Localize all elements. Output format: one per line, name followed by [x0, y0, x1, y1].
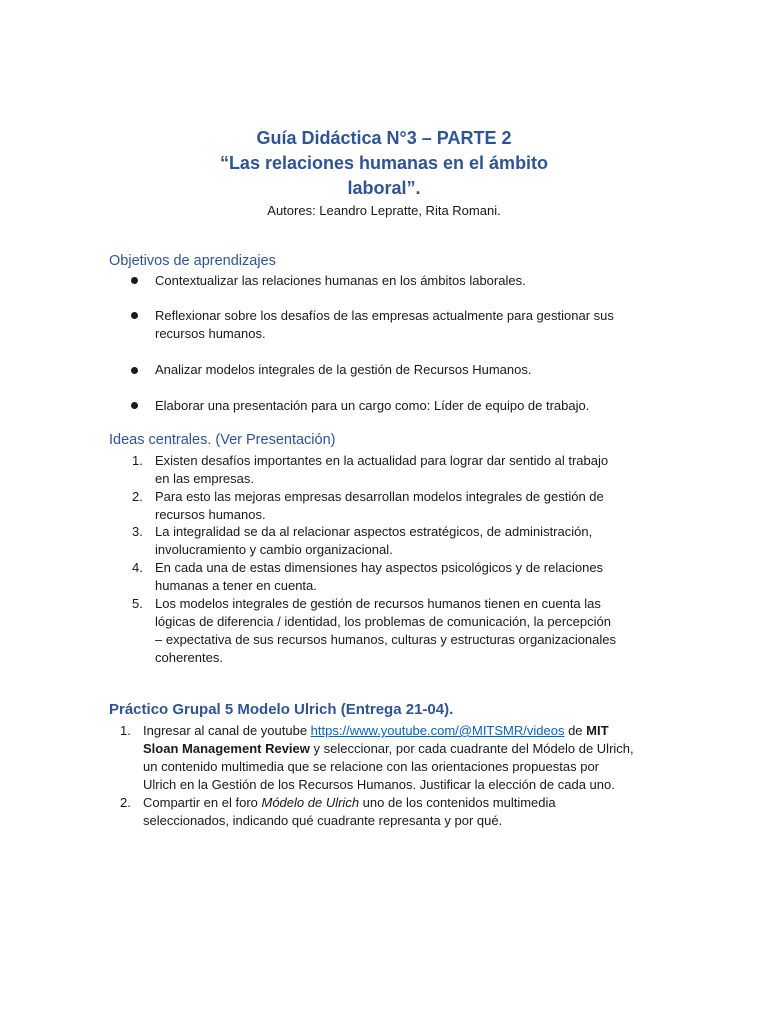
- bullet-icon: [131, 402, 138, 409]
- title-line-2: “Las relaciones humanas en el ámbito: [219, 153, 549, 173]
- objective-text: Contextualizar las relaciones humanas en los ámbitos laborales.: [155, 273, 526, 288]
- practice-text: de: [564, 723, 587, 738]
- idea-text: lógicas de diferencia / identidad, los problemas de comunicación, la percepción: [155, 614, 611, 629]
- idea-text: involucramiento y cambio organizacional.: [155, 542, 393, 557]
- list-number: 1.: [132, 453, 143, 468]
- idea-text: Existen desafíos importantes en la actualidad para lograr dar sentido al trabajo: [155, 453, 609, 468]
- mit-label: MIT: [586, 723, 609, 738]
- objective-text: Analizar modelos integrales de la gestión de Recursos Humanos.: [155, 362, 532, 377]
- idea-text: humanas a tener en cuenta.: [155, 578, 317, 593]
- practice-text: Ingresar al canal de youtube: [143, 723, 311, 738]
- objective-text: Elaborar una presentación para un cargo como: Líder de equipo de trabajo.: [155, 398, 590, 413]
- bullet-icon: [131, 312, 138, 319]
- list-number: 5.: [132, 596, 143, 611]
- list-number: 2.: [132, 489, 143, 504]
- practice-text-line: [143, 794, 556, 812]
- practice-text: seleccionados, indicando qué cuadrante represanta y por qué.: [143, 813, 503, 828]
- practice-text-line: [143, 722, 609, 740]
- practice-text: Compartir en el foro: [143, 795, 262, 810]
- practice-text: y seleccionar, por cada cuadrante del Módelo de Ulrich,: [309, 741, 634, 756]
- practice-text: un contenido multimedia que se relacione con las orientaciones propuestas por: [143, 759, 600, 774]
- title-block: [0, 126, 768, 220]
- idea-text: coherentes.: [155, 650, 223, 665]
- forum-name: Módelo de Ulrich: [261, 795, 360, 810]
- title-line-1: Guía Didáctica N°3 – PARTE 2: [256, 128, 512, 148]
- objective-text: Reflexionar sobre los desafíos de las empresas actualmente para gestionar sus: [155, 308, 614, 323]
- idea-text: Los modelos integrales de gestión de recursos humanos tienen en cuenta las: [155, 596, 601, 611]
- practice-text-line: [143, 740, 634, 758]
- authors: Autores: Leandro Lepratte, Rita Romani.: [267, 203, 501, 218]
- list-number: 4.: [132, 560, 143, 575]
- idea-text: En cada una de estas dimensiones hay aspectos psicológicos y de relaciones: [155, 560, 604, 575]
- title-line-3: laboral”.: [347, 178, 421, 198]
- objective-text: recursos humanos.: [155, 326, 266, 341]
- list-number: 3.: [132, 524, 143, 539]
- list-number: 1.: [120, 723, 131, 738]
- practice-text: Ulrich en la Gestión de los Recursos Humanos. Justificar la elección de cada uno.: [143, 777, 615, 792]
- practice-text: uno de los contenidos multimedia: [359, 795, 556, 810]
- idea-text: recursos humanos.: [155, 507, 266, 522]
- sloan-label: Sloan Management Review: [143, 741, 310, 756]
- idea-text: Para esto las mejoras empresas desarrollan modelos integrales de gestión de: [155, 489, 604, 504]
- practice-heading: Práctico Grupal 5 Modelo Ulrich (Entrega 21-04).: [109, 701, 454, 718]
- idea-text: La integralidad se da al relacionar aspectos estratégicos, de administración,: [155, 524, 593, 539]
- bullet-icon: [131, 367, 138, 374]
- objectives-heading: Objetivos de aprendizajes: [109, 253, 276, 269]
- idea-text: en las empresas.: [155, 471, 254, 486]
- youtube-channel-link[interactable]: https://www.youtube.com/@MITSMR/videos: [310, 723, 565, 738]
- ideas-heading: Ideas centrales. (Ver Presentación): [109, 432, 336, 448]
- idea-text: – expectativa de sus recursos humanos, culturas y estructuras organizacionales: [155, 632, 617, 647]
- list-number: 2.: [120, 795, 131, 810]
- bullet-icon: [131, 277, 138, 284]
